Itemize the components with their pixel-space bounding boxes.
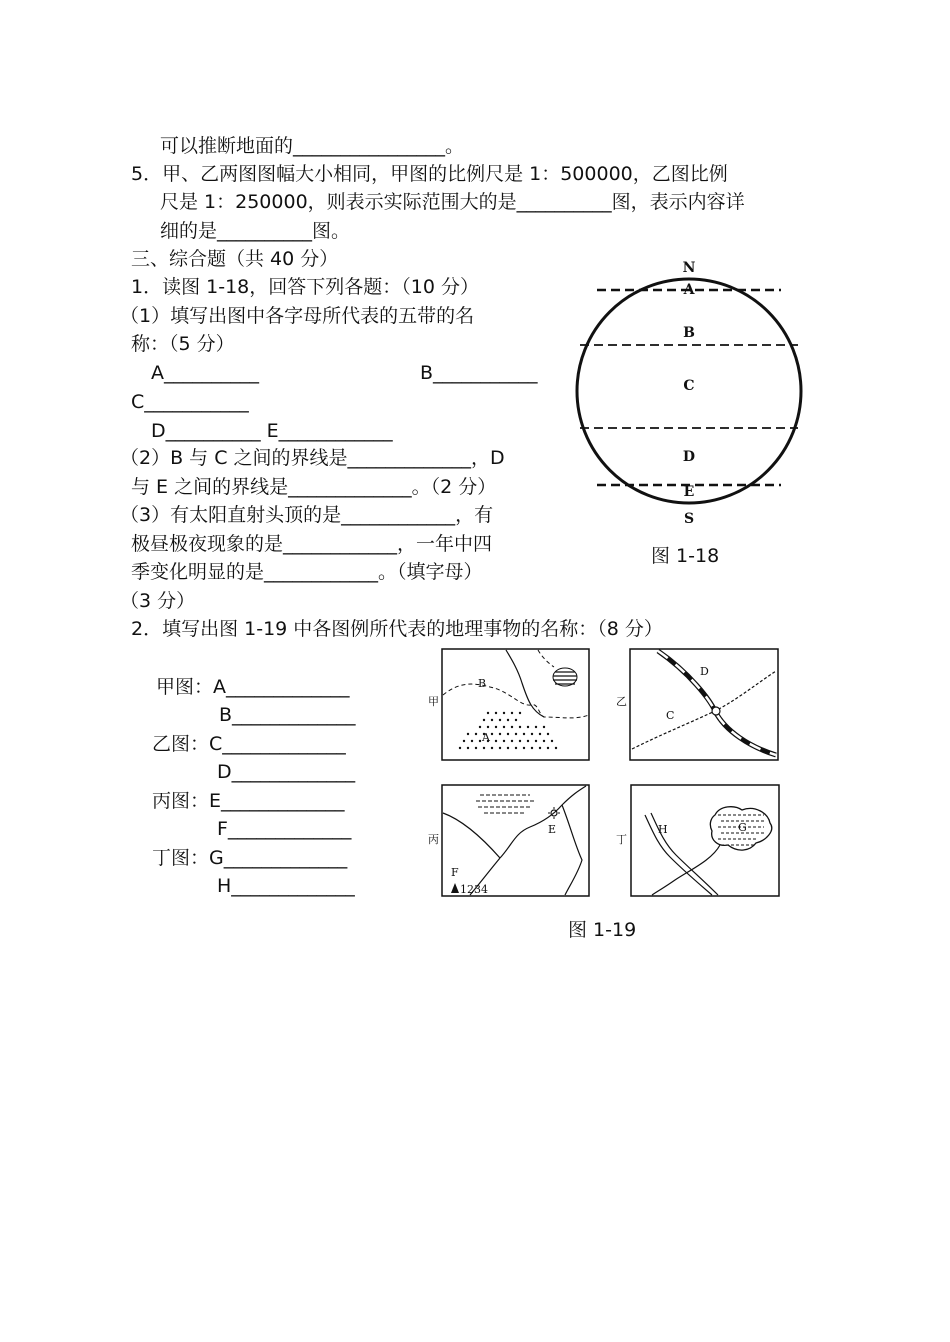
figure-1-19 bbox=[420, 645, 790, 905]
label-d: D bbox=[682, 449, 696, 465]
label-bing: 丙 bbox=[428, 833, 439, 846]
railway-outer bbox=[658, 651, 776, 755]
station-symbol bbox=[712, 707, 720, 715]
river bbox=[500, 786, 586, 858]
blank-d-e: D__________ E____________ bbox=[151, 420, 393, 442]
question-5: 5．甲、乙两图图幅大小相同，甲图的比例尺是 1：500000，乙图比例 bbox=[131, 163, 728, 185]
blank-jia-b: B_____________ bbox=[219, 704, 356, 726]
highway bbox=[645, 815, 712, 895]
blank-ding-h: H_____________ bbox=[217, 875, 355, 897]
text-line: 可以推断地面的________________。 bbox=[160, 135, 465, 157]
text-line: 季变化明显的是____________。（填字母） bbox=[131, 561, 483, 583]
figure-1-19-caption: 图 1-19 bbox=[568, 919, 637, 941]
blank-b: B___________ bbox=[420, 362, 538, 384]
question-1: 1．读图 1-18，回答下列各题：（10 分） bbox=[131, 276, 479, 298]
label-g: G bbox=[738, 821, 747, 834]
text-line: （3 分） bbox=[120, 590, 196, 612]
map-jia bbox=[442, 649, 589, 760]
blank-ding-g: 丁图：G_____________ bbox=[152, 847, 348, 869]
text-line: （1）填写出图中各字母所代表的五带的名 bbox=[120, 305, 475, 327]
peak-triangle-icon bbox=[451, 883, 459, 893]
river bbox=[443, 813, 500, 858]
blank-a: A__________ bbox=[151, 362, 259, 384]
blank-bing-f: F_____________ bbox=[217, 818, 352, 840]
river bbox=[506, 650, 544, 717]
text-line: 尺是 1：250000，则表示实际范围大的是__________图，表示内容详 bbox=[160, 191, 745, 213]
label-c: C bbox=[683, 378, 695, 394]
map-bing bbox=[442, 785, 589, 896]
blank-bing-e: 丙图：E_____________ bbox=[152, 790, 345, 812]
label-e: E bbox=[548, 823, 557, 836]
swamp-symbol bbox=[476, 795, 534, 813]
label-h: H bbox=[658, 823, 668, 836]
section-heading: 三、综合题（共 40 分） bbox=[131, 248, 339, 270]
text-line: 称：（5 分） bbox=[131, 333, 235, 355]
text-line: （2）B 与 C 之间的界线是_____________，D bbox=[120, 447, 505, 469]
text-line: （3）有太阳直射头顶的是____________，有 bbox=[120, 504, 494, 526]
label-b: B bbox=[683, 325, 695, 341]
label-s: S bbox=[683, 511, 695, 527]
label-a: A bbox=[683, 282, 695, 298]
text-line: 细的是__________图。 bbox=[160, 220, 351, 242]
label-e: E bbox=[683, 484, 695, 500]
river bbox=[562, 805, 582, 895]
elevation-label: 1234 bbox=[460, 883, 488, 896]
boundary-line bbox=[443, 684, 589, 718]
label-f: F bbox=[451, 866, 459, 879]
label-jia: 甲 bbox=[428, 695, 439, 708]
label-d: D bbox=[700, 665, 709, 678]
boundary-line-2 bbox=[538, 650, 554, 667]
blank-jia-a: 甲图：A_____________ bbox=[156, 676, 350, 698]
question-2: 2．填写出图 1-19 中各图例所代表的地理事物的名称：（8 分） bbox=[131, 618, 663, 640]
label-ding: 丁 bbox=[616, 833, 627, 846]
label-b: B bbox=[478, 677, 487, 690]
great-wall bbox=[632, 671, 776, 749]
figure-1-18-caption: 图 1-18 bbox=[651, 545, 720, 567]
blank-yi-d: D_____________ bbox=[217, 761, 356, 783]
label-n: N bbox=[682, 260, 696, 276]
label-c: C bbox=[666, 709, 675, 722]
text-line: 与 E 之间的界线是_____________。（2 分） bbox=[131, 476, 497, 498]
text-line: 极昼极夜现象的是____________，一年中四 bbox=[131, 533, 493, 555]
label-yi: 乙 bbox=[616, 695, 627, 708]
blank-yi-c: 乙图：C_____________ bbox=[152, 733, 346, 755]
lake-symbol bbox=[553, 668, 577, 686]
figure-1-18 bbox=[570, 255, 815, 530]
label-a: A bbox=[482, 731, 490, 744]
stipple-area bbox=[459, 712, 557, 749]
blank-c: C___________ bbox=[131, 391, 249, 413]
